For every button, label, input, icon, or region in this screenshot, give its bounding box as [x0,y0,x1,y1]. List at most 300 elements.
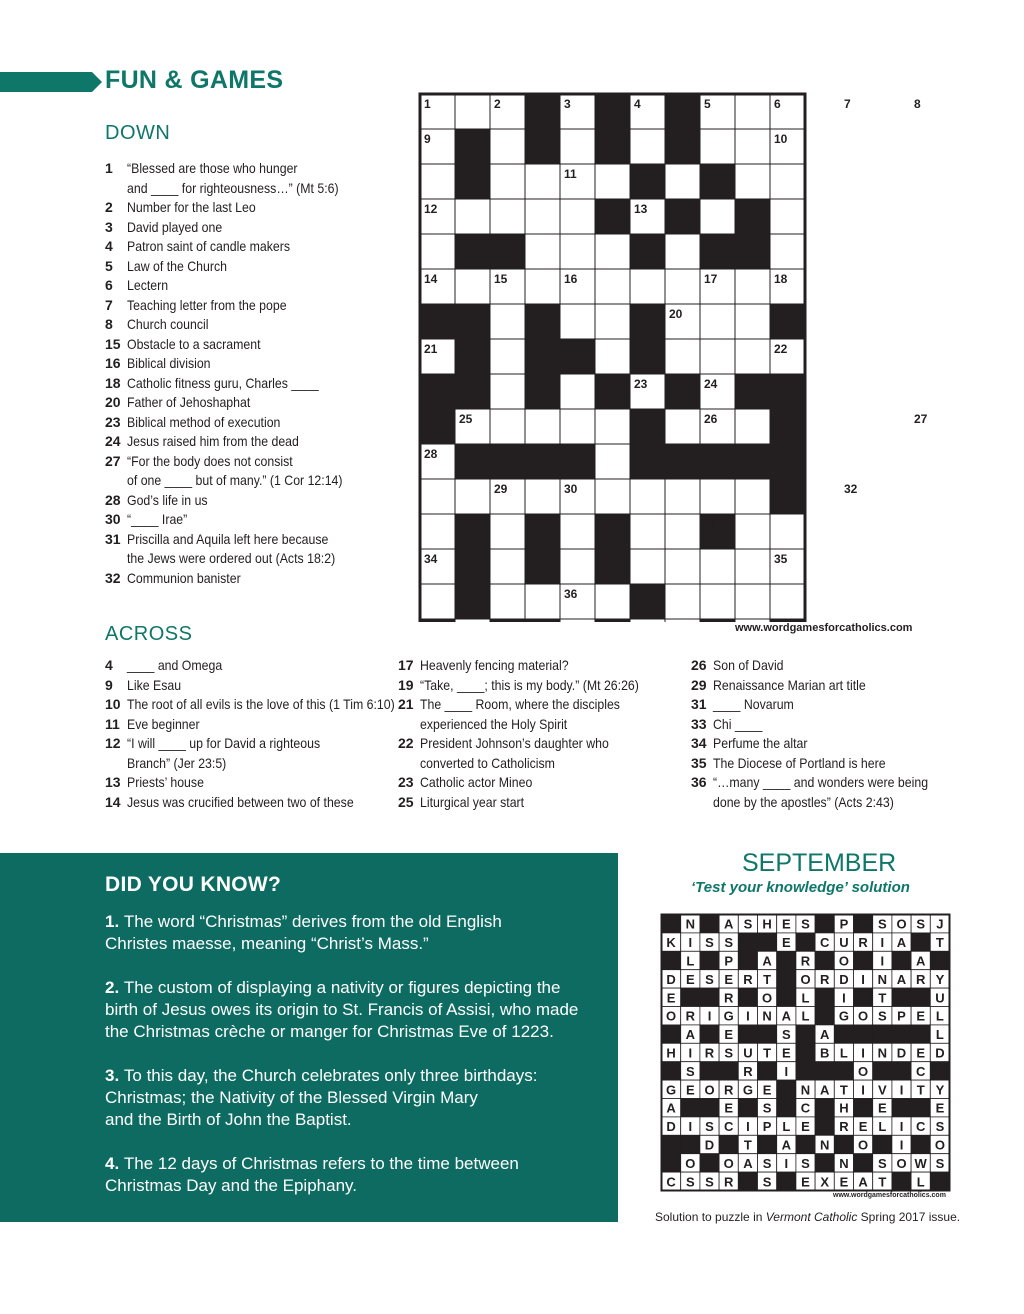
grid-cell[interactable] [735,549,770,584]
solution-letter: D [935,1045,945,1061]
grid-cell[interactable] [630,269,665,304]
grid-cell[interactable] [490,549,525,584]
grid-cell[interactable] [490,304,525,339]
grid-cell[interactable] [630,129,665,164]
solution-block [873,1135,892,1153]
clue-number: 36 [691,774,707,790]
solution-block [815,915,834,933]
grid-number: 34 [424,552,438,566]
grid-cell[interactable] [665,584,700,619]
clue-number: 16 [105,355,121,371]
grid-block [455,584,490,619]
solution-letter: E [935,1100,945,1116]
solution-letter: I [746,1008,750,1024]
grid-cell[interactable] [490,409,525,444]
clue-number: 27 [105,452,121,469]
solution-letter: U [935,990,945,1006]
solution-letter: R [820,971,830,987]
solution-block [662,915,681,933]
clue-number: 4 [105,657,113,673]
grid-block [665,374,700,409]
solution-letter: S [801,916,810,932]
grid-cell[interactable] [420,584,455,619]
clue-text: The ____ Room, where the disciples experienced the Holy Spirit [420,696,620,732]
grid-block [420,409,455,444]
clue-number: 9 [105,676,113,693]
solution-letter: R [685,1008,695,1024]
solution-letter: L [935,1008,944,1024]
grid-number: 7 [844,97,851,111]
grid-cell[interactable] [525,164,560,199]
grid-cell[interactable] [770,584,805,619]
grid-cell[interactable] [735,129,770,164]
clue-text: Father of Jehoshaphat [127,394,251,410]
solution-letter: S [705,971,714,987]
grid-block [630,409,665,444]
grid-cell[interactable] [770,199,805,234]
grid-cell[interactable] [420,514,455,549]
solution-block [815,1154,834,1172]
solution-block [892,988,911,1006]
solution-letter: A [916,953,926,969]
solution-letter: G [723,1008,734,1024]
grid-cell[interactable] [735,94,770,129]
clue-text: Law of the Church [127,257,227,274]
clue-text: Perfume the altar [713,735,808,751]
solution-block [662,1062,681,1080]
grid-cell[interactable] [455,479,490,514]
grid-cell[interactable] [560,619,595,622]
solution-letter: T [935,935,944,951]
grid-cell[interactable] [595,479,630,514]
grid-cell[interactable] [630,619,665,622]
solution-title: SEPTEMBER [742,849,897,877]
solution-block [815,988,834,1006]
fact-line: Christes maesse, meaning “Christ’s Mass.” [105,934,429,953]
solution-letter: O [858,1137,869,1153]
solution-letter: G [838,1008,849,1024]
solution-letter: S [877,1008,887,1024]
clue-number: 29 [691,676,707,693]
grid-cell[interactable] [455,94,490,129]
grid-number: 15 [494,272,508,286]
solution-letter: T [763,971,772,987]
grid-cell[interactable] [630,479,665,514]
grid-cell[interactable] [490,129,525,164]
grid-cell[interactable] [700,479,735,514]
grid-cell[interactable] [700,199,735,234]
solution-letter: W [914,1155,927,1171]
solution-block [662,1025,681,1043]
grid-block [630,584,665,619]
grid-cell[interactable] [595,584,630,619]
grid-cell[interactable] [595,269,630,304]
solution-letter: I [861,1045,865,1061]
grid-cell[interactable] [490,584,525,619]
grid-cell[interactable] [525,199,560,234]
grid-cell[interactable] [735,409,770,444]
clue-number: 35 [691,754,707,771]
grid-cell[interactable] [455,619,490,622]
grid-block [700,444,735,479]
clue-item [105,452,405,491]
fact-line: Christmas; the Nativity of the Blessed Virgin Mary [105,1088,478,1107]
clue-number: 3 [105,218,113,235]
grid-cell[interactable] [490,514,525,549]
clue-number: 22 [398,735,414,751]
grid-number: 19 [634,307,648,321]
solution-letter: S [877,1155,887,1171]
clue-number: 30 [105,511,121,527]
solution-block [911,1099,930,1117]
solution-block [892,1099,911,1117]
grid-number: 10 [774,132,788,146]
solution-letter: L [878,1119,887,1135]
solution-letter: A [820,1027,830,1043]
grid-block [455,339,490,374]
solution-block [700,1154,719,1172]
fact-line: the Christmas crèche or manger for Christmas Eve of 1223. [105,1022,554,1041]
solution-letter: L [935,1027,944,1043]
grid-cell[interactable] [630,514,665,549]
solution-letter: I [688,1119,693,1135]
solution-letter: S [705,935,714,951]
solution-letter: E [724,1100,734,1116]
solution-block [662,1154,681,1172]
grid-cell[interactable] [700,339,735,374]
solution-block [738,933,757,951]
grid-cell[interactable] [770,514,805,549]
grid-cell[interactable] [490,164,525,199]
grid-block [455,374,490,409]
clue-number: 23 [105,413,121,430]
solution-block [854,951,873,969]
solution-letter: S [762,1174,772,1190]
solution-letter: O [896,1155,907,1171]
solution-letter: O [934,1137,945,1153]
solution-letter: C [820,935,830,951]
solution-letter: S [935,1155,945,1171]
solution-block [777,951,796,969]
grid-block [630,164,665,199]
solution-block [854,1025,873,1043]
grid-number: 23 [634,377,648,391]
grid-block [700,234,735,269]
clue-item [105,393,405,413]
clue-text: Biblical method of execution [127,413,281,430]
solution-letter: O [762,990,773,1006]
clue-item [398,793,668,813]
solution-block [796,1025,815,1043]
grid-block [735,444,770,479]
grid-cell[interactable] [665,619,700,622]
solution-letter: I [688,1045,693,1061]
grid-block [665,129,700,164]
solution-letter: A [896,935,907,951]
solution-block [873,1062,892,1080]
solution-letter: E [781,1045,791,1061]
grid-cell[interactable] [735,514,770,549]
solution-block [662,951,681,969]
solution-letter: O [666,1008,677,1024]
solution-letter: R [724,1082,734,1098]
solution-grid [660,913,952,1193]
grid-cell[interactable] [420,164,455,199]
solution-letter: S [705,1174,714,1190]
grid-cell[interactable] [595,409,630,444]
solution-caption: Solution to puzzle in Vermont Catholic Spring 2017 issue. [655,1210,961,1224]
solution-letter: S [877,916,887,932]
grid-number: 18 [774,272,788,286]
solution-letter: O [858,1063,869,1079]
grid-cell[interactable] [735,339,770,374]
solution-letter: S [743,916,753,932]
clue-item [398,734,668,773]
solution-letter: C [724,1119,734,1135]
grid-cell[interactable] [525,409,560,444]
clue-number: 5 [105,257,113,274]
solution-letter: D [666,1119,676,1135]
clue-number: 11 [105,715,120,732]
solution-block [930,1172,949,1190]
solution-block [911,1025,930,1043]
solution-letter: I [861,971,865,987]
solution-letter: C [916,1063,926,1079]
down-clues [105,159,405,588]
clue-item [105,793,390,813]
clue-text: Renaissance Marian art title [713,676,866,693]
clue-text: ____ and Omega [127,657,223,673]
solution-block [738,1025,757,1043]
grid-block [525,514,560,549]
grid-cell[interactable] [770,164,805,199]
fact-line: and the Birth of John the Baptist. [105,1110,352,1129]
clue-number: 19 [398,676,414,693]
clue-text: The Diocese of Portland is here [713,754,886,771]
clue-item [398,656,668,676]
solution-block [834,1062,853,1080]
clue-item [691,676,971,696]
grid-cell[interactable] [700,129,735,164]
solution-block [662,1135,681,1153]
solution-letter: E [839,1174,849,1190]
solution-letter: S [724,935,734,951]
grid-cell[interactable] [595,339,630,374]
solution-letter: N [762,1008,772,1024]
grid-cell[interactable] [735,269,770,304]
solution-letter: I [899,1082,904,1098]
solution-block [815,1117,834,1135]
grid-cell[interactable] [665,164,700,199]
solution-block [815,1007,834,1025]
solution-block [681,988,700,1006]
grid-block [525,619,560,622]
clue-text: President Johnson’s daughter who converted to Catholicism [420,735,609,771]
grid-cell[interactable] [700,304,735,339]
clue-number: 31 [105,530,121,547]
grid-number: 12 [424,202,438,216]
solution-letter: R [743,1063,753,1079]
grid-cell[interactable] [455,269,490,304]
grid-cell[interactable] [700,549,735,584]
clue-text: Lectern [127,277,169,293]
solution-letter: A [762,953,772,969]
solution-block [911,933,930,951]
solution-letter: N [820,1137,830,1153]
grid-cell[interactable] [665,549,700,584]
solution-letter: C [666,1174,676,1190]
grid-cell[interactable] [665,409,700,444]
clue-text: Catholic actor Mineo [420,774,533,790]
solution-letter: L [801,1008,810,1024]
solution-letter: T [763,1045,772,1061]
crossword-grid [418,92,950,622]
grid-block [490,619,525,622]
clue-number: 25 [398,793,414,810]
grid-block [455,129,490,164]
grid-cell[interactable] [560,199,595,234]
grid-cell[interactable] [700,584,735,619]
grid-cell[interactable] [490,374,525,409]
solution-letter: P [762,1119,772,1135]
solution-letter: T [878,1174,887,1190]
grid-block [455,514,490,549]
clue-number: 33 [691,715,707,732]
grid-cell[interactable] [630,549,665,584]
solution-letter: O [800,971,811,987]
grid-cell[interactable] [735,164,770,199]
solution-letter: P [897,1008,906,1024]
solution-letter: E [724,1027,734,1043]
solution-block [700,915,719,933]
solution-letter: J [936,916,944,932]
grid-cell[interactable] [525,269,560,304]
grid-cell[interactable] [560,234,595,269]
grid-cell[interactable] [665,514,700,549]
grid-cell[interactable] [735,584,770,619]
fact-item [105,977,595,1043]
clue-text: Communion banister [127,569,241,586]
grid-cell[interactable] [595,234,630,269]
grid-cell[interactable] [665,339,700,374]
grid-cell[interactable] [560,409,595,444]
grid-cell[interactable] [665,479,700,514]
grid-cell[interactable] [490,199,525,234]
grid-block [455,444,490,479]
grid-cell[interactable] [525,234,560,269]
clue-number: 21 [398,696,414,712]
clue-item [105,159,405,198]
clue-item [105,335,405,355]
solution-block [777,1099,796,1117]
clue-item [105,676,390,696]
clue-text: “I will ____ up for David a righteous Branch” (Jer 23:5) [127,735,321,771]
grid-cell[interactable] [770,234,805,269]
across-clues-column-3 [691,656,971,812]
grid-block [595,549,630,584]
grid-cell[interactable] [560,549,595,584]
solution-letter: D [896,1045,907,1061]
clue-text: Patron saint of candle makers [127,238,290,254]
solution-letter: I [880,935,885,951]
solution-letter: L [686,953,695,969]
solution-letter: B [820,1045,830,1061]
across-header: ACROSS [105,623,193,645]
solution-letter: A [781,1137,791,1153]
clue-item [105,315,405,335]
solution-block [700,1062,719,1080]
grid-block [630,444,665,479]
clue-number: 32 [105,569,121,586]
clue-item [691,656,971,676]
grid-cell[interactable] [595,304,630,339]
grid-number: 31 [774,482,788,496]
grid-cell[interactable] [455,199,490,234]
grid-cell[interactable] [420,479,455,514]
grid-block [595,619,630,622]
grid-block [735,199,770,234]
grid-cell[interactable] [560,304,595,339]
grid-cell[interactable] [525,584,560,619]
solution-block [777,970,796,988]
solution-letter: A [685,1027,695,1043]
clue-text: Number for the last Leo [127,199,256,215]
solution-letter: I [746,1119,750,1135]
clue-item [691,754,971,774]
grid-block [665,199,700,234]
grid-cell[interactable] [420,234,455,269]
solution-letter: L [839,1045,848,1061]
grid-cell[interactable] [665,234,700,269]
clue-item [105,695,395,715]
clue-item [691,695,971,715]
grid-cell[interactable] [525,479,560,514]
clue-item [105,276,405,296]
grid-cell[interactable] [735,304,770,339]
solution-block [796,1062,815,1080]
grid-block [665,94,700,129]
solution-letter: S [801,1155,810,1171]
grid-block [455,549,490,584]
grid-block [455,164,490,199]
solution-letter: E [685,971,695,987]
grid-cell[interactable] [735,479,770,514]
solution-letter: D [839,971,849,987]
clue-number: 23 [398,774,414,790]
solution-block [854,1154,873,1172]
grid-cell[interactable] [560,514,595,549]
solution-block [700,1099,719,1117]
grid-cell[interactable] [595,444,630,479]
grid-cell[interactable] [665,269,700,304]
grid-cell[interactable] [595,164,630,199]
clue-text: Obstacle to a sacrament [127,335,261,352]
solution-letter: R [724,1174,734,1190]
solution-letter: H [666,1045,676,1061]
grid-cell[interactable] [560,129,595,164]
solution-letter: E [916,1045,926,1061]
solution-block [758,1135,777,1153]
grid-cell[interactable] [490,339,525,374]
grid-cell[interactable] [560,374,595,409]
clue-text: Church council [127,316,209,332]
solution-block [892,1172,911,1190]
solution-letter: N [877,1045,887,1061]
clue-text: “…many ____ and wonders were being done by the apostles” (Acts 2:43) [713,774,929,810]
clue-number: 7 [105,296,113,313]
solution-block [796,1135,815,1153]
solution-letter: T [916,1082,925,1098]
